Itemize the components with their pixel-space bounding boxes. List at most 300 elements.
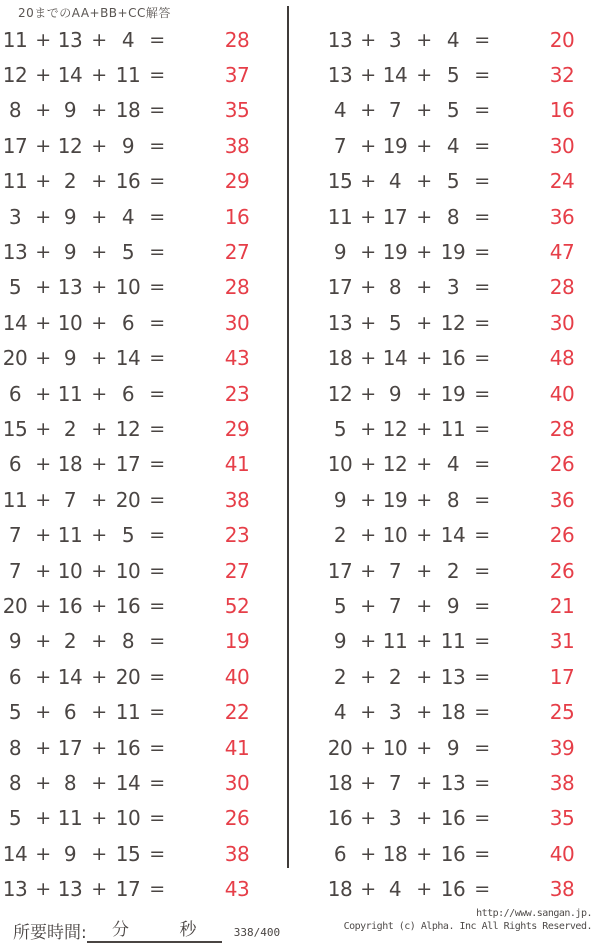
plus-icon: + <box>360 382 376 405</box>
plus-icon: + <box>35 594 51 617</box>
equals-icon: = <box>149 134 165 157</box>
plus-icon: + <box>360 170 376 193</box>
operand-3: 8 <box>446 487 460 512</box>
equals-icon: = <box>149 878 165 901</box>
operand-2: 10 <box>57 310 83 335</box>
plus-icon: + <box>360 736 376 759</box>
operand-1: 13 <box>2 240 28 265</box>
equals-icon: = <box>474 878 490 901</box>
problem-row <box>325 341 600 376</box>
seconds-label: 秒 <box>179 920 197 940</box>
plus-icon: + <box>416 453 432 476</box>
operand-1: 18 <box>327 346 353 371</box>
operand-1: 20 <box>2 593 28 618</box>
equals-icon: = <box>149 382 165 405</box>
answer-value: 29 <box>224 416 250 441</box>
problem-row <box>0 234 302 269</box>
equals-icon: = <box>149 241 165 264</box>
problem-row <box>0 447 302 482</box>
operand-2: 7 <box>388 593 402 618</box>
equals-icon: = <box>474 559 490 582</box>
equals-icon: = <box>474 417 490 440</box>
answer-value: 32 <box>549 63 575 88</box>
operand-1: 7 <box>8 558 22 583</box>
operand-3: 4 <box>446 452 460 477</box>
answer-value: 27 <box>224 240 250 265</box>
equals-icon: = <box>474 170 490 193</box>
plus-icon: + <box>35 736 51 759</box>
operand-3: 19 <box>440 381 466 406</box>
problem-row <box>325 234 600 269</box>
operand-2: 2 <box>63 416 77 441</box>
problem-row <box>0 341 302 376</box>
operand-2: 10 <box>382 735 408 760</box>
operand-2: 7 <box>388 770 402 795</box>
plus-icon: + <box>91 736 107 759</box>
equals-icon: = <box>149 771 165 794</box>
operand-3: 20 <box>115 664 141 689</box>
problem-row <box>0 588 302 623</box>
operand-1: 6 <box>8 452 22 477</box>
operand-1: 7 <box>333 133 347 158</box>
answer-value: 39 <box>549 735 575 760</box>
equals-icon: = <box>474 842 490 865</box>
operand-3: 13 <box>440 770 466 795</box>
operand-3: 16 <box>440 877 466 902</box>
operand-1: 17 <box>2 133 28 158</box>
plus-icon: + <box>91 665 107 688</box>
answer-value: 30 <box>549 310 575 335</box>
plus-icon: + <box>35 347 51 370</box>
equals-icon: = <box>474 665 490 688</box>
plus-icon: + <box>360 347 376 370</box>
operand-3: 2 <box>446 558 460 583</box>
answer-value: 16 <box>549 98 575 123</box>
operand-2: 3 <box>388 27 402 52</box>
operand-3: 16 <box>440 346 466 371</box>
problem-row <box>325 411 600 446</box>
answer-value: 26 <box>549 523 575 548</box>
equals-icon: = <box>149 28 165 51</box>
operand-1: 5 <box>8 806 22 831</box>
equals-icon: = <box>474 701 490 724</box>
equals-icon: = <box>149 594 165 617</box>
problem-row <box>0 694 302 729</box>
operand-1: 5 <box>333 593 347 618</box>
plus-icon: + <box>416 665 432 688</box>
problem-row <box>0 93 302 128</box>
answer-value: 38 <box>549 770 575 795</box>
plus-icon: + <box>360 842 376 865</box>
plus-icon: + <box>416 64 432 87</box>
answer-value: 35 <box>224 98 250 123</box>
operand-3: 16 <box>115 169 141 194</box>
operand-3: 10 <box>115 806 141 831</box>
operand-3: 16 <box>440 841 466 866</box>
operand-2: 2 <box>63 169 77 194</box>
plus-icon: + <box>416 771 432 794</box>
operand-1: 5 <box>333 416 347 441</box>
plus-icon: + <box>91 382 107 405</box>
plus-icon: + <box>416 559 432 582</box>
equals-icon: = <box>149 311 165 334</box>
operand-1: 11 <box>2 169 28 194</box>
equals-icon: = <box>149 524 165 547</box>
equals-icon: = <box>149 807 165 830</box>
answer-value: 22 <box>224 700 250 725</box>
operand-1: 3 <box>8 204 22 229</box>
plus-icon: + <box>416 382 432 405</box>
equals-icon: = <box>474 630 490 653</box>
problem-row <box>0 376 302 411</box>
equals-icon: = <box>474 736 490 759</box>
operand-2: 3 <box>388 700 402 725</box>
plus-icon: + <box>360 28 376 51</box>
plus-icon: + <box>91 311 107 334</box>
plus-icon: + <box>35 276 51 299</box>
operand-1: 12 <box>327 381 353 406</box>
operand-2: 7 <box>388 98 402 123</box>
plus-icon: + <box>35 170 51 193</box>
plus-icon: + <box>91 205 107 228</box>
plus-icon: + <box>360 453 376 476</box>
plus-icon: + <box>91 99 107 122</box>
site-credit <box>344 907 592 933</box>
equals-icon: = <box>474 807 490 830</box>
problem-row <box>325 199 600 234</box>
operand-1: 13 <box>2 877 28 902</box>
copyright-line: Copyright (c) Alpha. Inc All Rights Reserved. <box>343 921 592 932</box>
operand-1: 2 <box>333 523 347 548</box>
problem-row <box>0 482 302 517</box>
operand-1: 10 <box>327 452 353 477</box>
plus-icon: + <box>416 311 432 334</box>
answer-value: 24 <box>549 169 575 194</box>
equals-icon: = <box>149 453 165 476</box>
operand-3: 5 <box>446 169 460 194</box>
problem-row <box>0 765 302 800</box>
plus-icon: + <box>416 878 432 901</box>
operand-1: 15 <box>2 416 28 441</box>
plus-icon: + <box>35 665 51 688</box>
operand-2: 11 <box>57 806 83 831</box>
problem-row <box>0 22 302 57</box>
equals-icon: = <box>149 630 165 653</box>
operand-3: 16 <box>115 735 141 760</box>
operand-2: 5 <box>388 310 402 335</box>
answer-value: 30 <box>549 133 575 158</box>
plus-icon: + <box>35 807 51 830</box>
operand-1: 11 <box>2 27 28 52</box>
plus-icon: + <box>360 630 376 653</box>
operand-1: 6 <box>8 664 22 689</box>
operand-3: 4 <box>446 27 460 52</box>
equals-icon: = <box>474 134 490 157</box>
equals-icon: = <box>474 276 490 299</box>
plus-icon: + <box>91 594 107 617</box>
plus-icon: + <box>416 99 432 122</box>
equals-icon: = <box>474 488 490 511</box>
problem-row <box>325 482 600 517</box>
equals-icon: = <box>149 488 165 511</box>
operand-2: 12 <box>382 452 408 477</box>
operand-2: 18 <box>57 452 83 477</box>
plus-icon: + <box>35 842 51 865</box>
operand-3: 17 <box>115 452 141 477</box>
operand-2: 9 <box>63 204 77 229</box>
problem-row <box>325 447 600 482</box>
operand-2: 19 <box>382 133 408 158</box>
equals-icon: = <box>474 347 490 370</box>
operand-3: 9 <box>121 133 135 158</box>
plus-icon: + <box>416 417 432 440</box>
plus-icon: + <box>91 842 107 865</box>
equals-icon: = <box>474 99 490 122</box>
operand-3: 19 <box>440 240 466 265</box>
plus-icon: + <box>360 559 376 582</box>
equals-icon: = <box>474 64 490 87</box>
operand-2: 13 <box>57 877 83 902</box>
problem-row <box>325 836 600 871</box>
operand-3: 5 <box>446 98 460 123</box>
operand-3: 10 <box>115 275 141 300</box>
operand-1: 11 <box>2 487 28 512</box>
problem-row <box>325 624 600 659</box>
answer-value: 23 <box>224 523 250 548</box>
plus-icon: + <box>35 524 51 547</box>
operand-3: 18 <box>115 98 141 123</box>
operand-1: 2 <box>333 664 347 689</box>
plus-icon: + <box>91 488 107 511</box>
plus-icon: + <box>91 347 107 370</box>
problem-row <box>0 801 302 836</box>
plus-icon: + <box>35 701 51 724</box>
plus-icon: + <box>416 347 432 370</box>
problem-row <box>325 659 600 694</box>
answer-value: 31 <box>549 629 575 654</box>
time-blank-line <box>87 915 222 943</box>
operand-3: 16 <box>440 806 466 831</box>
plus-icon: + <box>416 701 432 724</box>
answer-value: 43 <box>224 877 250 902</box>
answer-value: 38 <box>549 877 575 902</box>
operand-3: 11 <box>440 416 466 441</box>
operand-2: 14 <box>57 63 83 88</box>
plus-icon: + <box>416 488 432 511</box>
equals-icon: = <box>474 524 490 547</box>
problem-row <box>0 730 302 765</box>
problem-row <box>325 801 600 836</box>
answer-value: 35 <box>549 806 575 831</box>
operand-1: 20 <box>2 346 28 371</box>
answer-value: 38 <box>224 841 250 866</box>
operand-2: 8 <box>388 275 402 300</box>
operand-2: 10 <box>382 523 408 548</box>
problem-row <box>325 765 600 800</box>
operand-1: 6 <box>8 381 22 406</box>
operand-1: 7 <box>8 523 22 548</box>
equals-icon: = <box>149 417 165 440</box>
operand-3: 13 <box>440 664 466 689</box>
plus-icon: + <box>35 64 51 87</box>
plus-icon: + <box>35 134 51 157</box>
problem-row <box>325 517 600 552</box>
operand-2: 13 <box>57 275 83 300</box>
time-label: 所要時間: <box>13 923 87 943</box>
problem-row <box>325 305 600 340</box>
plus-icon: + <box>416 134 432 157</box>
answer-value: 28 <box>224 27 250 52</box>
answer-value: 20 <box>549 27 575 52</box>
answer-value: 48 <box>549 346 575 371</box>
equals-icon: = <box>149 170 165 193</box>
problem-row <box>325 93 600 128</box>
plus-icon: + <box>416 524 432 547</box>
equals-icon: = <box>149 347 165 370</box>
answer-value: 40 <box>224 664 250 689</box>
answer-value: 41 <box>224 452 250 477</box>
operand-2: 8 <box>63 770 77 795</box>
operand-2: 17 <box>57 735 83 760</box>
answer-value: 26 <box>224 806 250 831</box>
website-url: http://www.sangan.jp. <box>476 908 592 919</box>
problem-row <box>0 164 302 199</box>
answer-value: 17 <box>549 664 575 689</box>
equals-icon: = <box>149 99 165 122</box>
equals-icon: = <box>474 28 490 51</box>
equals-icon: = <box>474 594 490 617</box>
plus-icon: + <box>360 205 376 228</box>
operand-3: 8 <box>446 204 460 229</box>
operand-1: 8 <box>8 770 22 795</box>
plus-icon: + <box>91 64 107 87</box>
time-entry <box>13 915 280 943</box>
plus-icon: + <box>416 736 432 759</box>
problem-row <box>325 270 600 305</box>
plus-icon: + <box>416 205 432 228</box>
plus-icon: + <box>35 382 51 405</box>
operand-3: 4 <box>121 27 135 52</box>
operand-1: 14 <box>2 310 28 335</box>
problem-row <box>325 164 600 199</box>
plus-icon: + <box>35 453 51 476</box>
operand-1: 12 <box>2 63 28 88</box>
problem-row <box>325 376 600 411</box>
plus-icon: + <box>360 276 376 299</box>
plus-icon: + <box>35 559 51 582</box>
plus-icon: + <box>360 99 376 122</box>
answer-value: 37 <box>224 63 250 88</box>
plus-icon: + <box>360 878 376 901</box>
plus-icon: + <box>360 807 376 830</box>
plus-icon: + <box>91 276 107 299</box>
operand-2: 9 <box>63 346 77 371</box>
operand-1: 8 <box>8 735 22 760</box>
operand-3: 5 <box>446 63 460 88</box>
plus-icon: + <box>91 771 107 794</box>
operand-3: 9 <box>446 593 460 618</box>
operand-3: 18 <box>440 700 466 725</box>
problem-row <box>0 199 302 234</box>
operand-3: 11 <box>115 63 141 88</box>
problem-row <box>0 411 302 446</box>
operand-2: 14 <box>57 664 83 689</box>
plus-icon: + <box>91 524 107 547</box>
operand-2: 17 <box>382 204 408 229</box>
operand-2: 19 <box>382 487 408 512</box>
plus-icon: + <box>416 842 432 865</box>
problem-row <box>325 57 600 92</box>
operand-1: 4 <box>333 98 347 123</box>
plus-icon: + <box>360 524 376 547</box>
answer-value: 36 <box>549 487 575 512</box>
plus-icon: + <box>360 417 376 440</box>
plus-icon: + <box>360 701 376 724</box>
equals-icon: = <box>474 771 490 794</box>
plus-icon: + <box>416 630 432 653</box>
plus-icon: + <box>91 170 107 193</box>
plus-icon: + <box>360 771 376 794</box>
answer-value: 47 <box>549 240 575 265</box>
operand-2: 11 <box>57 523 83 548</box>
operand-1: 18 <box>327 770 353 795</box>
answer-value: 40 <box>549 841 575 866</box>
operand-2: 9 <box>63 240 77 265</box>
operand-1: 14 <box>2 841 28 866</box>
operand-3: 14 <box>115 346 141 371</box>
operand-2: 16 <box>57 593 83 618</box>
equals-icon: = <box>149 842 165 865</box>
problem-row <box>0 871 302 906</box>
operand-1: 13 <box>327 27 353 52</box>
operand-2: 19 <box>382 240 408 265</box>
plus-icon: + <box>35 99 51 122</box>
plus-icon: + <box>416 170 432 193</box>
problem-row <box>0 128 302 163</box>
answer-value: 16 <box>224 204 250 229</box>
operand-1: 17 <box>327 275 353 300</box>
answer-value: 28 <box>224 275 250 300</box>
plus-icon: + <box>35 417 51 440</box>
operand-1: 13 <box>327 63 353 88</box>
operand-2: 7 <box>63 487 77 512</box>
operand-1: 11 <box>327 204 353 229</box>
operand-1: 9 <box>333 240 347 265</box>
problem-row <box>0 553 302 588</box>
plus-icon: + <box>91 559 107 582</box>
operand-1: 5 <box>8 700 22 725</box>
equals-icon: = <box>474 311 490 334</box>
operand-2: 12 <box>382 416 408 441</box>
problem-row <box>325 588 600 623</box>
operand-3: 15 <box>115 841 141 866</box>
plus-icon: + <box>35 878 51 901</box>
operand-3: 6 <box>121 381 135 406</box>
equals-icon: = <box>149 665 165 688</box>
plus-icon: + <box>91 807 107 830</box>
answer-value: 26 <box>549 452 575 477</box>
plus-icon: + <box>91 417 107 440</box>
operand-2: 2 <box>388 664 402 689</box>
minutes-label: 分 <box>111 920 129 940</box>
operand-2: 14 <box>382 346 408 371</box>
plus-icon: + <box>91 134 107 157</box>
plus-icon: + <box>416 28 432 51</box>
equals-icon: = <box>149 276 165 299</box>
score-counter: 338/400 <box>233 926 281 939</box>
answer-value: 36 <box>549 204 575 229</box>
operand-3: 8 <box>121 629 135 654</box>
